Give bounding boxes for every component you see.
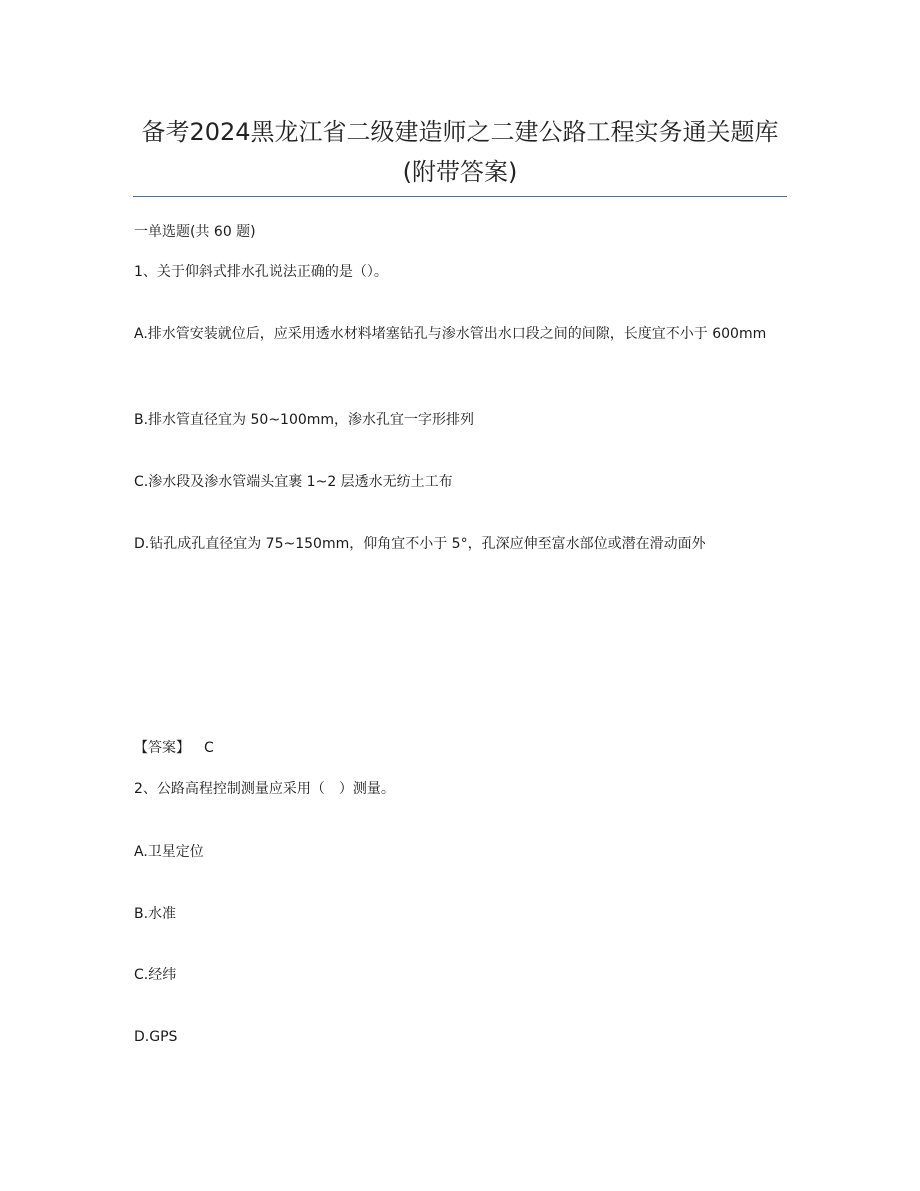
answer-label: 【答案】 <box>134 740 190 756</box>
question-1-option-c: C.渗水段及渗水管端头宜裹 1~2 层透水无纺土工布 <box>134 474 453 490</box>
answer-value: C <box>204 740 214 756</box>
question-1-option-a: A.排水管安装就位后，应采用透水材料堵塞钻孔与渗水管出水口段之间的间隙，长度宜不小于 600mm <box>134 326 767 342</box>
title-divider <box>133 196 787 197</box>
question-2-stem: 2、公路高程控制测量应采用（ ）测量。 <box>134 781 395 797</box>
question-1-option-b: B.排水管直径宜为 50~100mm，渗水孔宜一字形排列 <box>134 412 475 428</box>
document-title: 备考2024黑龙江省二级建造师之二建公路工程实务通关题库(附带答案) <box>141 118 779 186</box>
question-2-option-d: D.GPS <box>134 1029 178 1045</box>
question-2-option-b: B.水准 <box>134 906 177 922</box>
question-1-answer <box>134 736 784 760</box>
question-2-option-c: C.经纬 <box>134 967 177 983</box>
question-1-stem: 1、关于仰斜式排水孔说法正确的是（）。 <box>134 264 388 280</box>
question-2-option-a: A.卫星定位 <box>134 844 204 860</box>
question-1-option-d: D.钻孔成孔直径宜为 75~150mm，仰角宜不小于 5°，孔深应伸至富水部位或潜在滑动面外 <box>134 536 706 552</box>
section-title: 一单选题(共 60 题) <box>134 224 256 240</box>
